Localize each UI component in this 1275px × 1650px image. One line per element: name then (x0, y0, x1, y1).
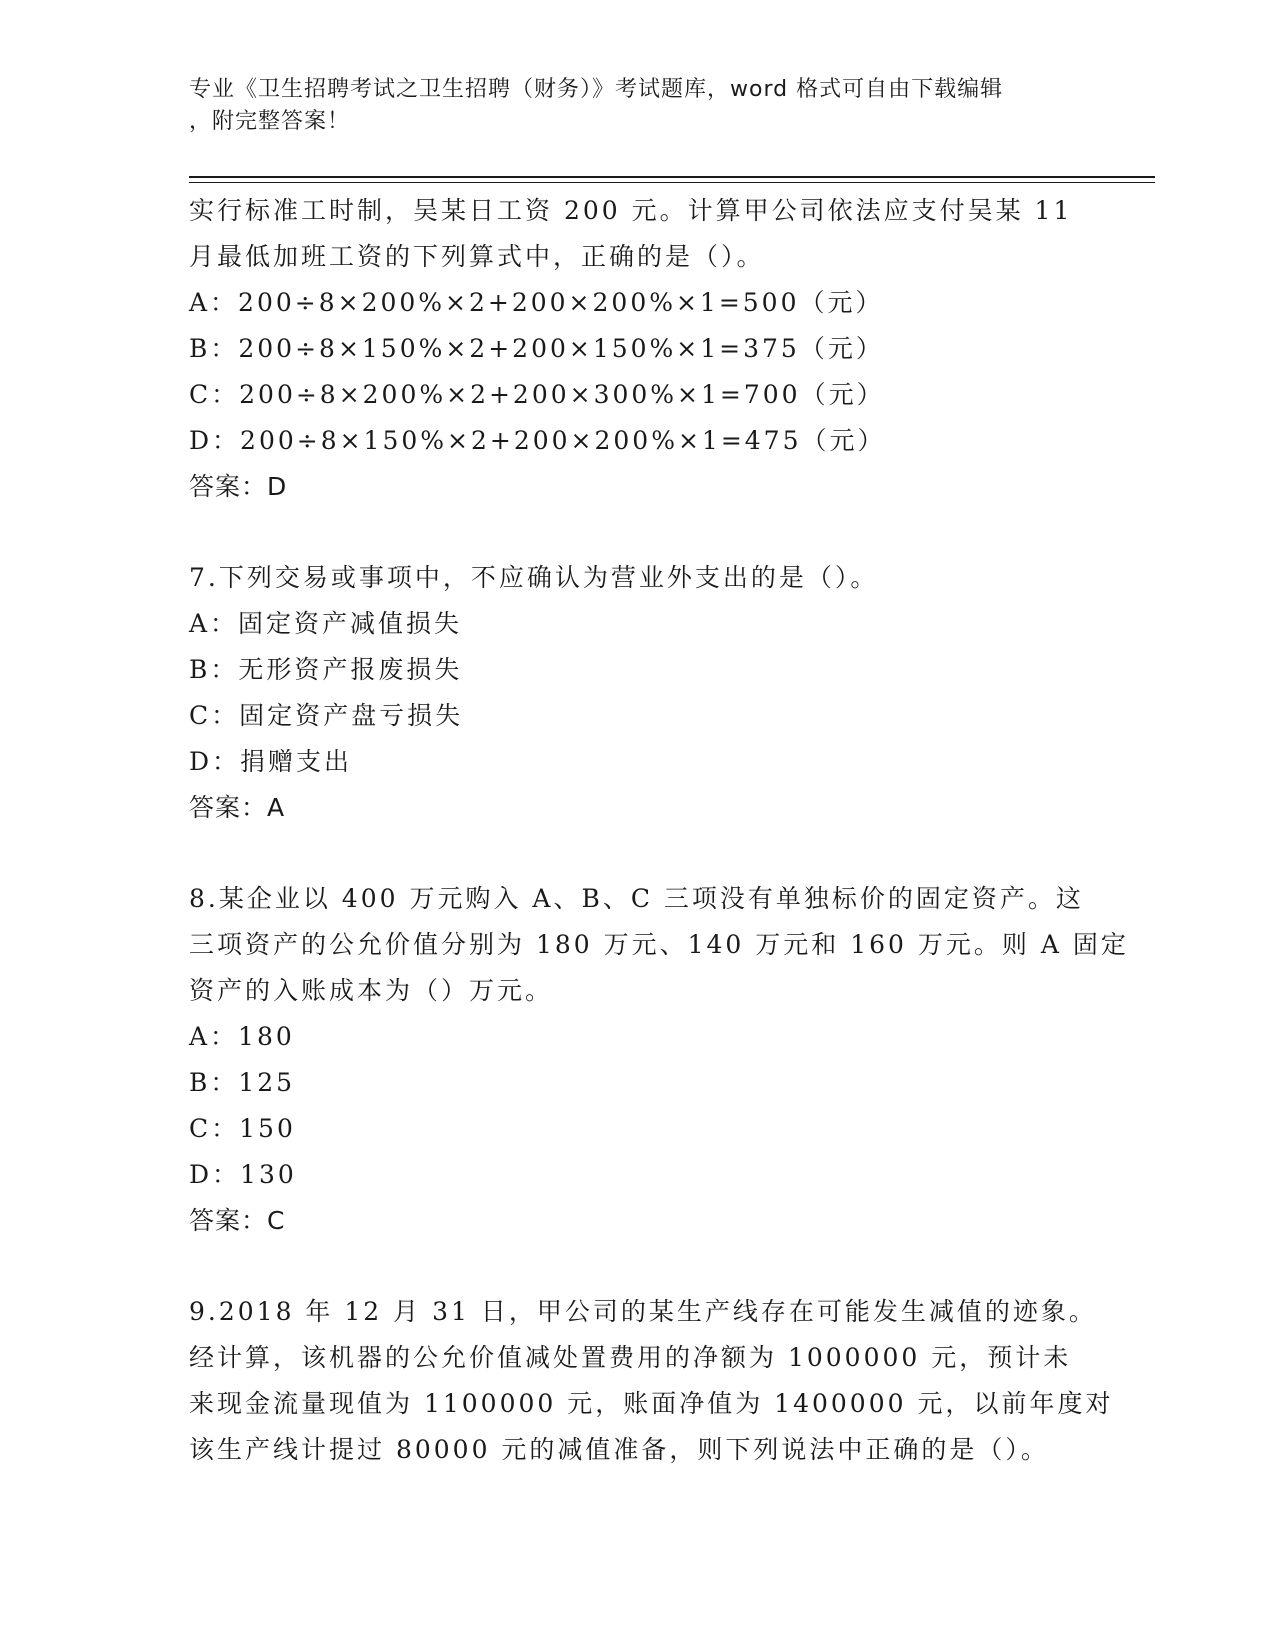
question-stem-line: 9.2018 年 12 月 31 日，甲公司的某生产线存在可能发生减值的迹象。 (189, 1297, 1097, 1326)
question-7 (189, 555, 1089, 831)
option-d: D：130 (189, 1160, 297, 1189)
header-divider-thick (189, 176, 1155, 178)
question-8 (189, 876, 1129, 1244)
option-d: D：200÷8×150%×2+200×200%×1=475（元） (189, 426, 886, 455)
spacer (189, 1244, 1089, 1289)
question-stem-line: 来现金流量现值为 1100000 元，账面净值为 1400000 元，以前年度对 (189, 1389, 1114, 1418)
question-stem-line: 资产的入账成本为（）万元。 (189, 976, 554, 1005)
option-b: B：无形资产报废损失 (189, 655, 463, 684)
option-c: C：200÷8×200%×2+200×300%×1=700（元） (189, 380, 885, 409)
answer: 答案：A (189, 793, 286, 822)
question-6 (189, 188, 1089, 510)
answer: 答案：C (189, 1206, 286, 1235)
question-9 (189, 1289, 1114, 1473)
option-b: B：200÷8×150%×2+200×150%×1=375（元） (189, 334, 884, 363)
option-c: C：150 (189, 1114, 296, 1143)
spacer (189, 510, 1089, 555)
question-stem-line: 7.下列交易或事项中，不应确认为营业外支出的是（）。 (189, 563, 879, 592)
option-d: D：捐赠支出 (189, 747, 353, 776)
header-line-1: 专业《卫生招聘考试之卫生招聘（财务）》考试题库，word 格式可自由下载编辑 (189, 77, 1004, 102)
question-stem-line: 经计算，该机器的公允价值减处置费用的净额为 1000000 元，预计未 (189, 1343, 1072, 1372)
header-line-2: ，附完整答案！ (189, 109, 351, 134)
answer: 答案：D (189, 472, 288, 501)
option-a: A：200÷8×200%×2+200×200%×1=500（元） (189, 288, 884, 317)
spacer (189, 831, 1089, 876)
question-stem-line: 实行标准工时制，吴某日工资 200 元。计算甲公司依法应支付吴某 11 (189, 196, 1073, 225)
option-a: A：180 (189, 1022, 295, 1051)
question-stem-line: 该生产线计提过 80000 元的减值准备，则下列说法中正确的是（）。 (189, 1435, 1049, 1464)
question-list (189, 188, 1129, 1473)
document-header (189, 74, 1079, 138)
question-stem-line: 月最低加班工资的下列算式中，正确的是（）。 (189, 242, 765, 271)
option-a: A：固定资产减值损失 (189, 609, 463, 638)
question-stem-line: 8.某企业以 400 万元购入 A、B、C 三项没有单独标价的固定资产。这 (189, 884, 1084, 913)
option-c: C：固定资产盘亏损失 (189, 701, 464, 730)
option-b: B：125 (189, 1068, 296, 1097)
question-stem-line: 三项资产的公允价值分别为 180 万元、140 万元和 160 万元。则 A 固定 (189, 930, 1129, 959)
header-divider-thin (189, 182, 1155, 183)
